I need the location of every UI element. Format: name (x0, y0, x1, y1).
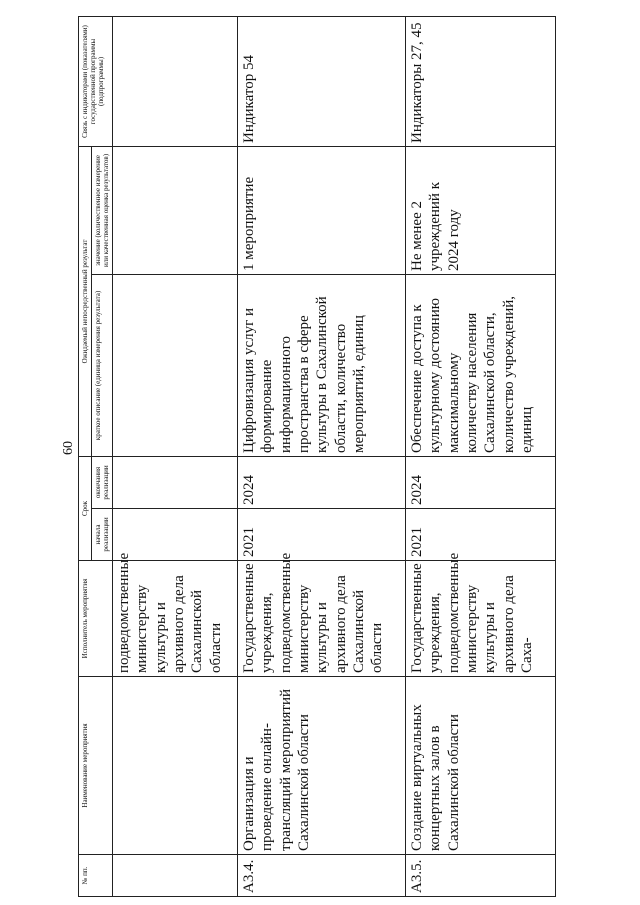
cell-start: 2021 (406, 509, 556, 561)
measures-table (78, 16, 556, 897)
header-term-start: начала реализации (92, 509, 113, 561)
table-row (113, 16, 238, 896)
header-link: Связь с индикаторами (показателями) государственной программы (подпрограммы) (79, 16, 113, 146)
cell-value (113, 146, 238, 274)
cell-name: Создание виртуальных концертных залов в Сахалинской области (406, 677, 556, 855)
cell-executor: Государственные учреждения, подведомственные министерству культуры и архивного дела Сахалинской области (238, 561, 406, 677)
cell-desc: Обеспечение доступа к культурному достоянию максимальному количеству населения Сахалинской области, количество учреждений, единиц (406, 274, 556, 456)
cell-value: Не менее 2 учреждений к 2024 году (406, 146, 556, 274)
header-name: Наименование мероприятия (79, 677, 113, 855)
page-number: 60 (61, 441, 76, 455)
cell-link: Индикатор 54 (238, 16, 406, 146)
cell-end (113, 456, 238, 508)
header-executor: Исполнитель мероприятия (79, 561, 113, 677)
header-result-desc: краткое описание (единица измерения результата) (92, 274, 113, 456)
cell-num: А3.5. (406, 855, 556, 897)
cell-num (113, 855, 238, 897)
header-result-value: значение (количественное измерение или качественная оценка результатов) (92, 146, 113, 274)
cell-link (113, 16, 238, 146)
cell-executor: Государственные учреждения, подведомственные министерству культуры и архивного дела Саха- (406, 561, 556, 677)
cell-link: Индикаторы 27, 45 (406, 16, 556, 146)
cell-desc: Цифровизация услуг и формирование информационного пространства в сфере культуры в Сахалинской области, количество мероприятий, единиц (238, 274, 406, 456)
table-row (406, 16, 556, 896)
header-result: Ожидаемый непосредственный результат (79, 146, 92, 456)
header-row-1 (79, 16, 92, 896)
cell-name: Организация и проведение онлайн-трансляций мероприятий Сахалинской области (238, 677, 406, 855)
cell-name (113, 677, 238, 855)
table-row (238, 16, 406, 896)
cell-num: А3.4. (238, 855, 406, 897)
cell-end: 2024 (406, 456, 556, 508)
cell-executor: подведомственные министерству культуры и архивного дела Сахалинской области (113, 561, 238, 677)
cell-end: 2024 (238, 456, 406, 508)
header-num: № пп. (79, 855, 113, 897)
cell-desc (113, 274, 238, 456)
cell-value: 1 мероприятие (238, 146, 406, 274)
header-term-end: окончания реализации (92, 456, 113, 508)
cell-start: 2021 (238, 509, 406, 561)
header-term: Срок (79, 456, 92, 560)
